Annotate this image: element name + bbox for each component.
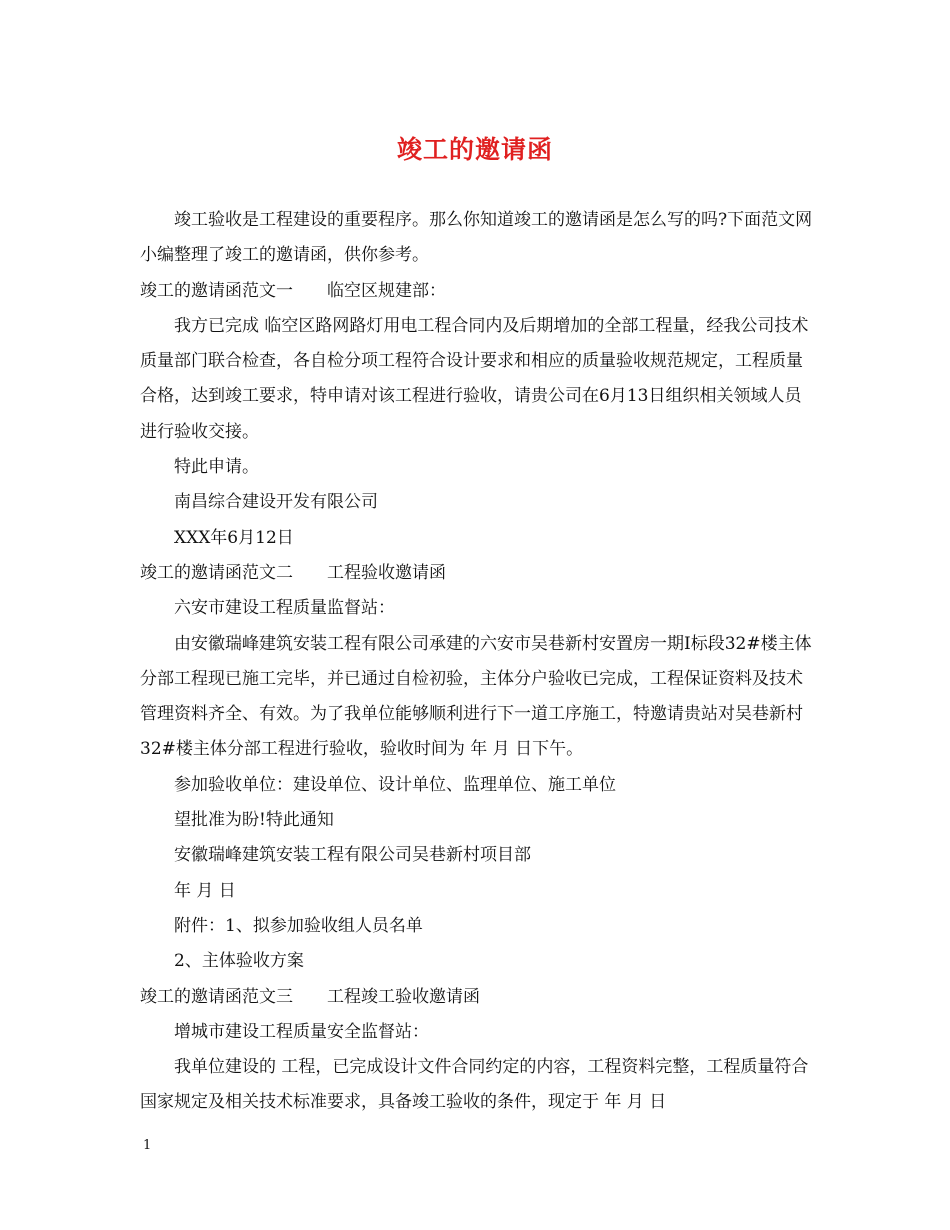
document-body: [140, 203, 815, 1121]
sample-three-heading: 竣工的邀请函范文三 工程竣工验收邀请函: [140, 986, 480, 1007]
intro-paragraph: 竣工验收是工程建设的重要程序。那么你知道竣工的邀请函是怎么写的吗?下面范文网小编整理了竣工的邀请函，供你参考。: [140, 210, 813, 266]
page-number: 1: [143, 1138, 152, 1153]
document-title: 竣工的邀请函: [396, 135, 553, 164]
sample-two-closing: 望批准为盼!特此通知: [174, 810, 334, 831]
sample-two-attachment-1: 附件：1、拟参加验收组人员名单: [174, 915, 423, 936]
sample-two-attachment-2: 2、主体验收方案: [174, 951, 304, 972]
sample-two-heading: 竣工的邀请函范文二 工程验收邀请函: [140, 562, 446, 583]
sample-one-heading: 竣工的邀请函范文一 临空区规建部：: [140, 280, 446, 301]
sample-two-company: 安徽瑞峰建筑安装工程有限公司吴巷新村项目部: [174, 845, 531, 866]
sample-one-closing: 特此申请。: [174, 457, 259, 478]
sample-one-company: 南昌综合建设开发有限公司: [174, 492, 378, 513]
sample-one-body: 我方已完成 临空区路网路灯用电工程合同内及后期增加的全部工程量，经我公司技术质量部门联合检查，各自检分项工程符合设计要求和相应的质量验收规范规定，工程质量合格，达到竣工要求，特申请对该工程进行验收，请贵公司在6月13日组织相关领域人员进行验收交接。: [140, 315, 809, 442]
sample-two-date: 年 月 日: [174, 880, 236, 901]
sample-two-participants: 参加验收单位：建设单位、设计单位、监理单位、施工单位: [174, 774, 616, 795]
sample-three-body: 我单位建设的 工程，已完成设计文件合同约定的内容，工程资料完整，工程质量符合国家规定及相关技术标准要求，具备竣工验收的条件，现定于 年 月 日: [140, 1057, 809, 1113]
sample-three-recipient: 增城市建设工程质量安全监督站：: [174, 1021, 429, 1042]
sample-one-date: XXX年6月12日: [174, 527, 294, 548]
sample-two-body: 由安徽瑞峰建筑安装工程有限公司承建的六安市吴巷新村安置房一期Ⅰ标段32#楼主体分部工程现已施工完毕，并已通过自检初验，主体分户验收已完成，工程保证资料及技术管理资料齐全、有效。为了我单位能够顺利进行下一道工序施工，特邀请贵站对吴巷新村32#楼主体分部工程进行验收，验收时间为 年 月 日下午。: [140, 633, 812, 760]
sample-two-recipient: 六安市建设工程质量监督站：: [174, 598, 395, 619]
